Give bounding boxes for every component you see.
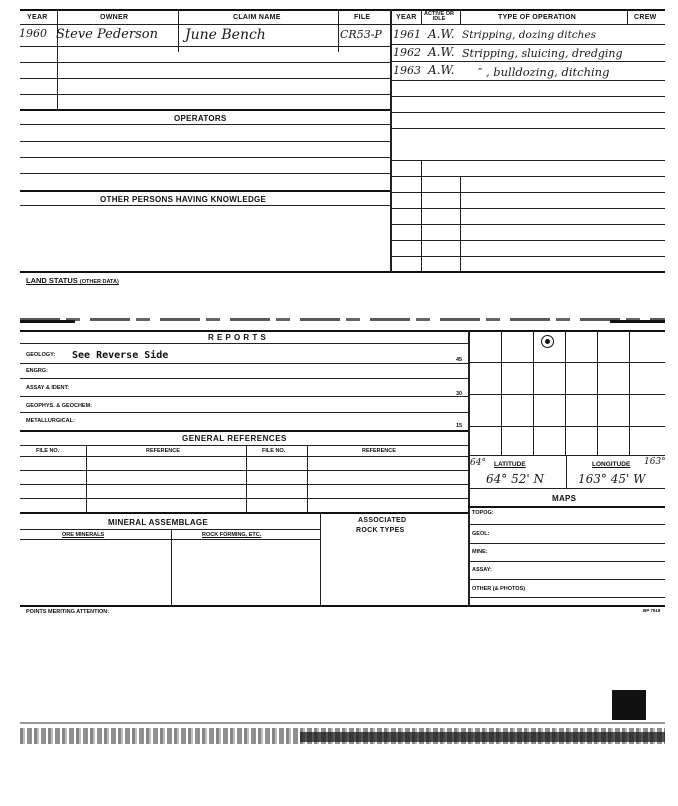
longitude-suffix: 163° bbox=[644, 457, 666, 467]
points-meriting-attention-label: POINTS MERITING ATTENTION: bbox=[26, 609, 110, 615]
file-header: FILE bbox=[354, 14, 371, 21]
other-persons-label: OTHER PERSONS HAVING KNOWLEDGE bbox=[100, 195, 267, 204]
latitude-label: LATITUDE bbox=[494, 461, 526, 468]
geology-value: See Reverse Side bbox=[72, 350, 169, 361]
scan-smudge-bottom bbox=[20, 722, 665, 724]
operation-year: 1963 bbox=[393, 64, 421, 77]
rock-types-label: ROCK TYPES bbox=[356, 527, 405, 534]
operation-type: ″ , bulldozing, ditching bbox=[478, 65, 610, 79]
map-item: TOPOG: bbox=[472, 510, 494, 516]
longitude-label: LONGITUDE bbox=[592, 461, 631, 468]
maps-title: MAPS bbox=[552, 494, 577, 503]
operation-status: A.W. bbox=[428, 45, 455, 59]
scan-dark-band bbox=[300, 732, 665, 742]
owner-year: 1960 bbox=[19, 27, 47, 40]
owner-name: Steve Pederson bbox=[56, 27, 158, 42]
operation-type: Stripping, sluicing, dredging bbox=[462, 47, 623, 60]
map-item: ASSAY: bbox=[472, 567, 492, 573]
reference-header: REFERENCE bbox=[146, 448, 180, 454]
scan-block bbox=[612, 690, 646, 720]
land-status-sub: (OTHER DATA) bbox=[79, 279, 119, 285]
land-status-title: LAND STATUS bbox=[26, 276, 78, 285]
latitude-value: 64° 52' N bbox=[486, 472, 544, 486]
type-of-operation-header: TYPE OF OPERATION bbox=[498, 14, 577, 21]
year-header: YEAR bbox=[27, 14, 48, 21]
year2-header: YEAR bbox=[396, 14, 417, 21]
land-status-label bbox=[26, 276, 119, 285]
metallurgical-num: 15 bbox=[456, 423, 463, 429]
general-references-title: GENERAL REFERENCES bbox=[182, 434, 287, 443]
owner-header: OWNER bbox=[100, 14, 129, 21]
assay-label: ASSAY & IDENT: bbox=[26, 385, 70, 391]
assay-num: 30 bbox=[456, 391, 463, 397]
longitude-value: 163° 45' W bbox=[578, 472, 646, 486]
active-idle-header: ACTIVE OR IDLE bbox=[424, 11, 454, 22]
map-item: OTHER (& PHOTOS) bbox=[472, 586, 526, 592]
location-marker-dot bbox=[545, 339, 550, 344]
geophys-label: GEOPHYS. & GEOCHEM: bbox=[26, 403, 93, 409]
engrg-label: ENGRG: bbox=[26, 368, 48, 374]
file-number: CR53-P bbox=[340, 28, 382, 41]
associated-label: ASSOCIATED bbox=[358, 517, 407, 524]
geology-num: 45 bbox=[456, 357, 463, 363]
file-no2-header: FILE NO. bbox=[262, 448, 286, 454]
map-item: MINE: bbox=[472, 549, 488, 555]
claim-name-header: CLAIM NAME bbox=[233, 14, 281, 21]
rock-forming-header: ROCK FORMING, ETC. bbox=[202, 532, 262, 538]
reference2-header: REFERENCE bbox=[362, 448, 396, 454]
latitude-prefix: 64° bbox=[470, 458, 486, 468]
metallurgical-label: METALLURGICAL: bbox=[26, 418, 75, 424]
scan-mark bbox=[610, 320, 665, 323]
file-no-header: FILE NO. bbox=[36, 448, 60, 454]
claim-name: June Bench bbox=[185, 27, 266, 43]
operators-label: OPERATORS bbox=[174, 114, 227, 123]
mineral-assemblage-title: MINERAL ASSEMBLAGE bbox=[108, 518, 209, 527]
operation-status: A.W. bbox=[428, 63, 455, 77]
crew-header: CREW bbox=[634, 14, 657, 21]
operation-status: A.W. bbox=[428, 27, 455, 41]
scan-mark bbox=[20, 320, 75, 323]
reports-title: R E P O R T S bbox=[208, 333, 267, 342]
operation-year: 1961 bbox=[393, 28, 421, 41]
ore-minerals-header: ORE MINERALS bbox=[62, 532, 105, 538]
geology-label: GEOLOGY: bbox=[26, 352, 56, 358]
form-code: BP 7918 bbox=[643, 608, 661, 613]
operation-type: Stripping, dozing ditches bbox=[462, 29, 597, 41]
map-item: GEOL: bbox=[472, 531, 490, 537]
operation-year: 1962 bbox=[393, 46, 421, 59]
scan-smudge-top bbox=[20, 318, 665, 321]
